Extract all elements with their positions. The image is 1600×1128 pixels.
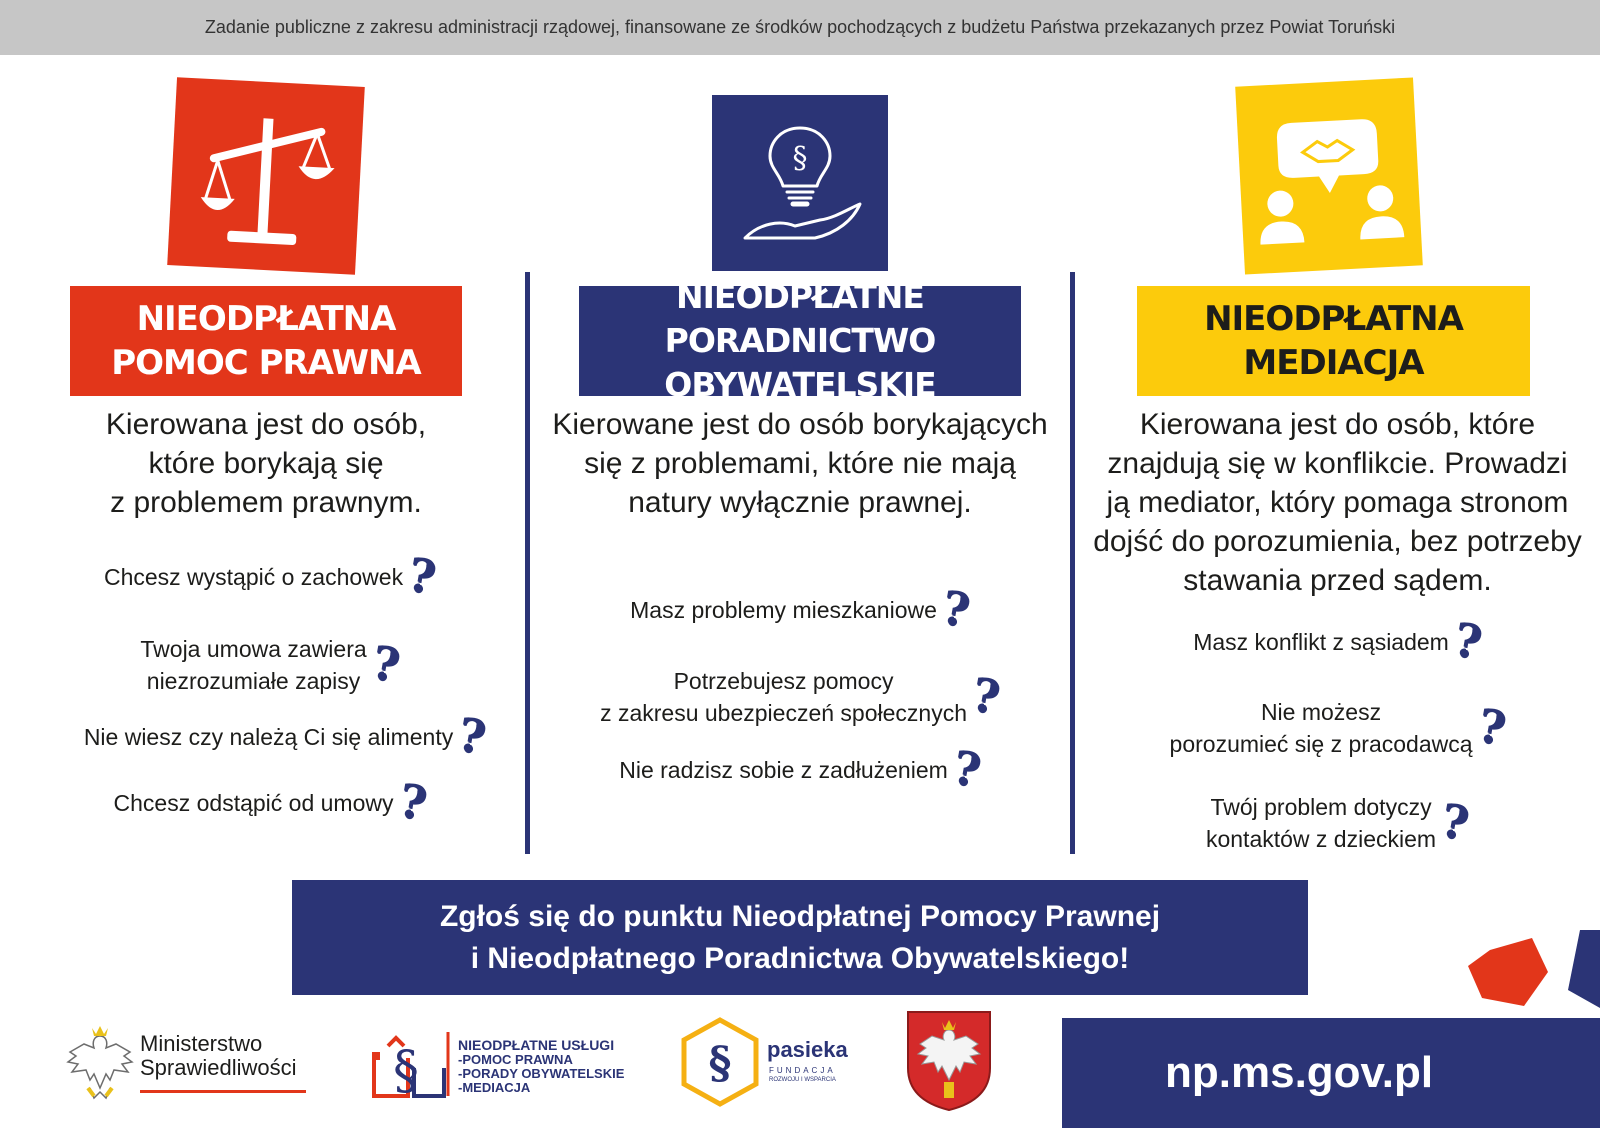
column-divider <box>525 272 530 854</box>
svg-text:§: § <box>792 141 808 176</box>
question-mark-icon: ? <box>1474 699 1510 757</box>
free-services-logo-icon <box>368 1028 450 1105</box>
pasieka-subtitle-2: ROZWOJU I WSPARCIA <box>769 1077 836 1083</box>
free-services-logo-text: NIEODPŁATNE USŁUGI -POMOC PRAWNA -PORADY OBYWATELSKIE -MEDIACJA <box>458 1037 625 1095</box>
funding-note: Zadanie publiczne z zakresu administracji rządowej, finansowane ze środków pochodzących z budżetu Państwa przekazanych przez Powiat Toruński <box>204 17 1396 37</box>
website-url-text[interactable]: np.ms.gov.pl <box>1165 1048 1434 1097</box>
funding-note-bar <box>0 0 1600 55</box>
pasieka-name: pasieka <box>767 1037 848 1062</box>
question-item: Nie radzisz sobie z zadłużeniem ? <box>619 741 986 799</box>
desc-civic-counseling: Kierowane jest do osób borykających się z problemami, które nie mają natury wyłącznie prawnej. <box>552 408 1048 519</box>
question-item: Potrzebujesz pomocy z zakresu ubezpieczeń społecznych ? <box>600 668 1005 726</box>
question-mark-icon: ? <box>1437 794 1474 852</box>
question-item: Masz problemy mieszkaniowe ? <box>630 581 975 639</box>
desc-legal-aid: Kierowana jest do osób, które borykają się z problemem prawnym. <box>105 408 427 519</box>
handshake-people-icon <box>1235 77 1423 274</box>
column-divider <box>1070 272 1075 854</box>
website-url[interactable] <box>1062 1018 1600 1128</box>
title-mediation: NIEODPŁATNA MEDIACJA <box>1137 286 1530 396</box>
question-item: Nie wiesz czy należą Ci się alimenty ? <box>83 708 491 766</box>
question-mark-icon: ? <box>395 774 431 832</box>
pasieka-hexagon-logo-icon <box>680 1016 760 1113</box>
paragraph-mark: § <box>708 1038 732 1089</box>
ministry-flag-line <box>140 1088 306 1093</box>
question-item: Masz konflikt z sąsiadem ? <box>1193 613 1487 671</box>
question-mark-icon: ? <box>949 741 986 799</box>
question-item: Chcesz odstąpić od umowy ? <box>113 774 431 832</box>
question-mark-icon: ? <box>1450 613 1487 671</box>
title-civic-counseling: NIEODPŁATNE PORADNICTWO OBYWATELSKIE <box>579 286 1021 396</box>
ministry-of-justice-logo-text: Ministerstwo Sprawiedliwości <box>140 1031 297 1080</box>
lightbulb-hand-icon <box>712 95 888 271</box>
question-item: Twój problem dotyczy kontaktów z dzieckiem ? <box>1205 794 1474 852</box>
county-coat-of-arms-icon <box>904 1008 994 1117</box>
question-item: Nie możesz porozumieć się z pracodawcą ? <box>1169 699 1510 757</box>
pasieka-subtitle: FUNDACJA <box>769 1066 836 1075</box>
question-mark-icon: ? <box>454 708 491 766</box>
paragraph-mark: § <box>393 1041 419 1100</box>
scales-of-justice-icon <box>167 77 365 275</box>
question-mark-icon: ? <box>968 668 1005 726</box>
desc-mediation: Kierowana jest do osób, które znajdują się w konflikcie. Prowadzi ją mediator, który pomaga stronom dojść do porozumienia, bez potrzeby stawania przed sądem. <box>1093 408 1582 597</box>
question-item: Chcesz wystąpić o zachowek ? <box>103 548 441 606</box>
question-mark-icon: ? <box>404 548 441 606</box>
question-mark-icon: ? <box>938 581 975 639</box>
title-legal-aid: NIEODPŁATNA POMOC PRAWNA <box>70 286 462 396</box>
question-item: Twoja umowa zawiera niezrozumiałe zapisy ? <box>140 636 405 694</box>
polish-eagle-emblem-icon <box>64 1022 136 1107</box>
call-to-action-banner: Zgłoś się do punktu Nieodpłatnej Pomocy Prawnej i Nieodpłatnego Poradnictwa Obywatelskiego! <box>292 880 1308 995</box>
question-mark-icon: ? <box>368 636 405 694</box>
